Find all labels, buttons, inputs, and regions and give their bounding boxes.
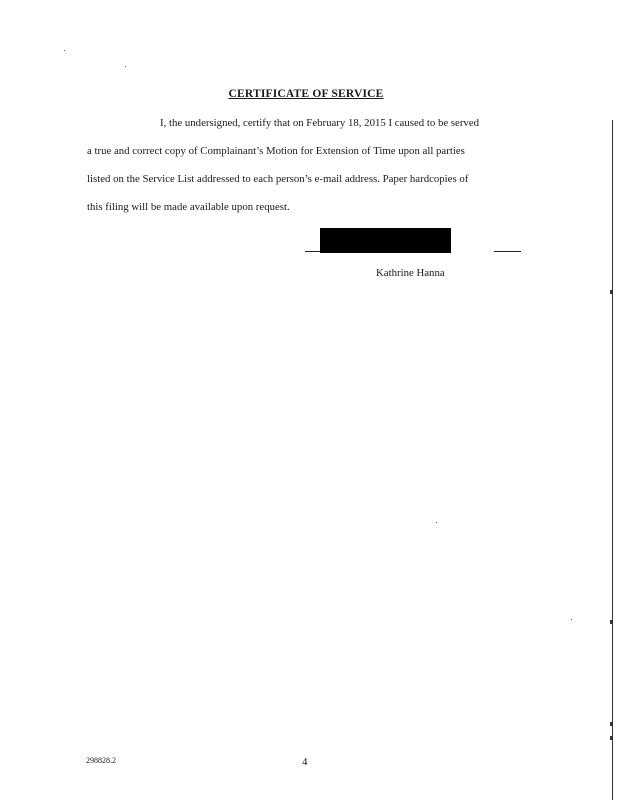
- scan-edge-mark: [610, 620, 612, 624]
- body-line-2: a true and correct copy of Complainant’s Motion for Extension of Time upon all parties: [87, 145, 465, 157]
- body-line-3: listed on the Service List addressed to each person’s e-mail address. Paper hardcopies of: [87, 173, 469, 185]
- scan-speck: [436, 522, 437, 523]
- signer-name: Kathrine Hanna: [376, 267, 445, 279]
- body-line-4: this filing will be made available upon request.: [87, 201, 290, 213]
- scan-edge-rule: [612, 120, 613, 800]
- certificate-title: CERTIFICATE OF SERVICE: [228, 88, 384, 100]
- scan-edge-mark: [610, 722, 612, 726]
- signature-line-left: [305, 251, 321, 252]
- scan-edge-mark: [610, 290, 612, 294]
- scan-speck: [125, 66, 126, 67]
- document-id: 298828.2: [86, 756, 116, 765]
- scan-speck: [571, 619, 572, 620]
- page-number: 4: [302, 756, 308, 768]
- signature-line-right: [494, 251, 521, 252]
- body-line-1: I, the undersigned, certify that on February 18, 2015 I caused to be served: [160, 117, 480, 129]
- scan-speck: [64, 50, 65, 51]
- scan-edge-mark: [610, 736, 612, 740]
- signature-redaction: [320, 228, 451, 253]
